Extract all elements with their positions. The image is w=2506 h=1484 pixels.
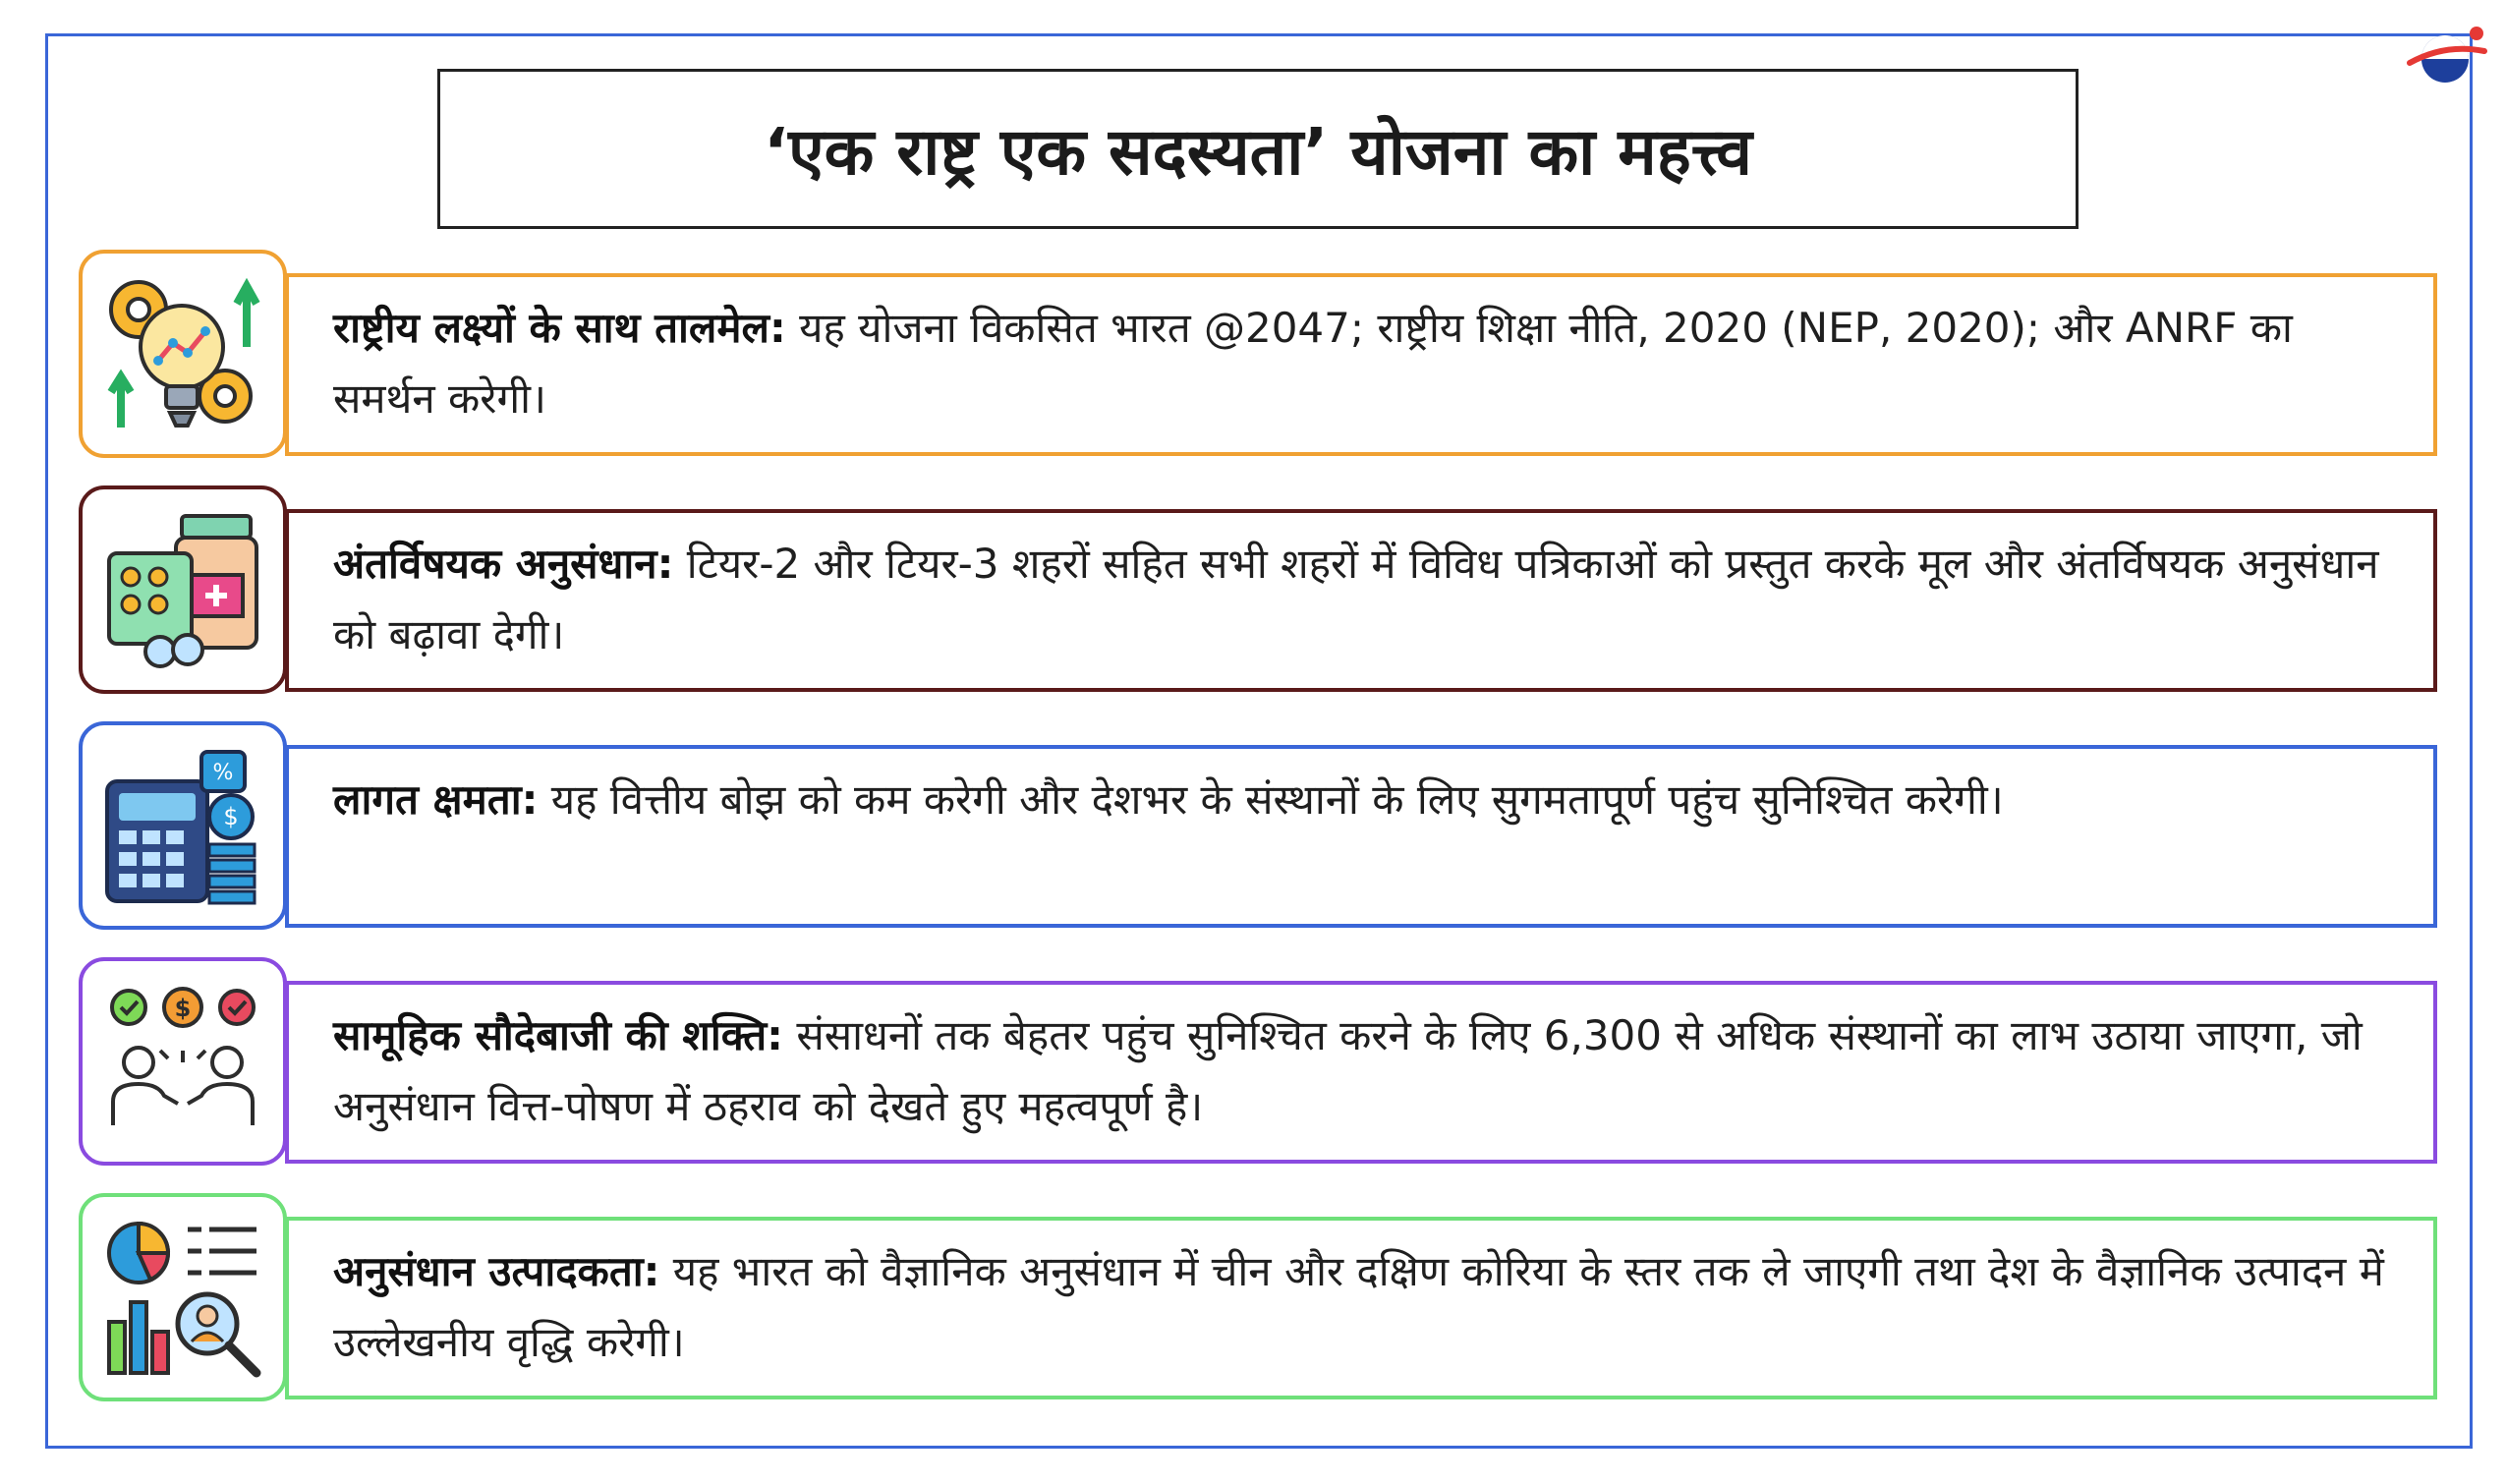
icon-box-cost-efficiency: [79, 721, 287, 930]
card-text: [333, 1236, 2394, 1378]
card-text: [333, 765, 2394, 835]
card-text: [333, 293, 2394, 434]
card-research-productivity: [285, 1217, 2437, 1399]
icon-box-interdisciplinary-research: [79, 485, 287, 694]
card-body: संसाधनों तक बेहतर पहुंच सुनिश्चित करने के लिए 6,300 से अधिक संस्थानों का लाभ उठाया जाएगा, जो अनुसंधान वित्त-पोषण में ठहराव को देखते हुए महत्वपूर्ण है।: [333, 1011, 2363, 1130]
card-body: यह योजना विकसित भारत @2047; राष्ट्रीय शिक्षा नीति, 2020 (NEP, 2020); और ANRF का समर्थन करेगी।: [333, 304, 2293, 423]
card-body: यह भारत को वैज्ञानिक अनुसंधान में चीन और दक्षिण कोरिया के स्तर तक ले जाएगी तथा देश के वैज्ञानिक उत्पादन में उल्लेखनीय वृद्धि करेगी।: [333, 1247, 2384, 1366]
card-text: [333, 529, 2394, 670]
icon-box-research-productivity: [79, 1193, 287, 1401]
negotiation-people-icon: [99, 978, 266, 1145]
title-box: [437, 69, 2079, 229]
svg-text:%: %: [212, 761, 234, 785]
card-heading: सामूहिक सौदेबाजी की शक्ति:: [333, 1011, 783, 1059]
lightbulb-gears-growth-icon: [99, 270, 266, 437]
calculator-coins-icon: [99, 742, 266, 909]
card-heading: अनुसंधान उत्पादकता:: [333, 1247, 660, 1295]
medicine-research-icon: [99, 506, 266, 673]
card-heading: राष्ट्रीय लक्ष्यों के साथ तालमेल:: [333, 304, 786, 352]
icon-box-collective-bargaining: [79, 957, 287, 1166]
card-heading: अंतर्विषयक अनुसंधान:: [333, 540, 674, 588]
svg-text:$: $: [223, 803, 239, 830]
svg-text:$: $: [174, 995, 192, 1022]
card-text: [333, 1000, 2394, 1142]
card-heading: लागत क्षमता:: [333, 775, 539, 824]
analytics-search-icon: [99, 1214, 266, 1381]
card-national-goals: [285, 273, 2437, 456]
card-cost-efficiency: [285, 745, 2437, 928]
card-body: टियर-2 और टियर-3 शहरों सहित सभी शहरों में विविध पत्रिकाओं को प्रस्तुत करके मूल और अंतर्विषयक अनुसंधान को बढ़ावा देगी।: [333, 540, 2379, 658]
icon-box-national-goals: [79, 250, 287, 458]
page-title: ‘एक राष्ट्र एक सदस्यता’ योजना का महत्त्व: [764, 113, 1752, 190]
card-interdisciplinary-research: [285, 509, 2437, 692]
card-body: यह वित्तीय बोझ को कम करेगी और देशभर के संस्थानों के लिए सुगमतापूर्ण पहुंच सुनिश्चित करेगी।: [538, 775, 2004, 824]
card-collective-bargaining: [285, 981, 2437, 1164]
globe-logo-icon: [2406, 18, 2490, 94]
